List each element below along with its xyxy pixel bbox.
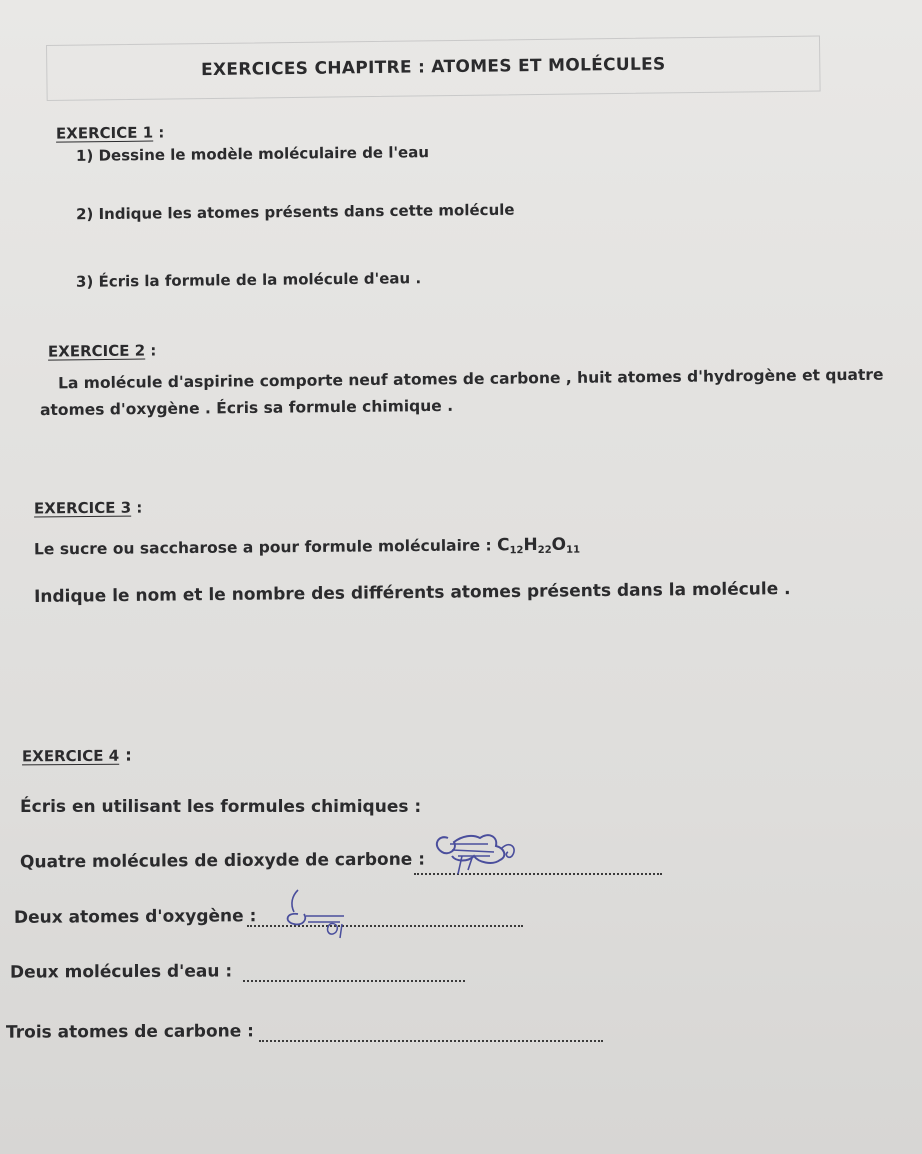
formula-symbol-c: C: [496, 535, 510, 556]
exercise-2-statement-line-1: La molécule d'aspirine comporte neuf atomes de carbone , huit atomes d'hydrogène et quatre: [57, 365, 884, 393]
exercise-1-heading-line: [56, 123, 165, 142]
answer-blank-three-carbon-atoms[interactable]: [259, 1040, 603, 1042]
exercise-3-heading-line: [34, 499, 143, 518]
formula-count-h: 22: [537, 544, 552, 556]
sucrose-formula: [497, 535, 580, 556]
exercise-2-heading: EXERCICE 2: [47, 341, 146, 361]
heading-colon: :: [136, 498, 143, 517]
exercise-4-item-co2: Quatre molécules de dioxyde de carbone :: [19, 849, 426, 873]
formula-count-o: 11: [566, 544, 581, 556]
exercise-3-formula-intro: Le sucre ou saccharose a pour formule moléculaire :: [33, 536, 492, 559]
exercise-3-statement-line-2: Indique le nom et le nombre des différents atomes présents dans la molécule .: [33, 579, 791, 607]
exercise-4-item-two-oxygen-atoms: Deux atomes d'oxygène :: [13, 906, 257, 928]
heading-colon: :: [158, 123, 165, 142]
handwritten-scribble-co2: [428, 826, 520, 878]
exercise-4-instruction: Écris en utilisant les formules chimiques :: [20, 797, 422, 817]
exercise-3-statement-line-1: [34, 535, 580, 561]
exercise-2-statement-line-2: atomes d'oxygène . Écris sa formule chimique .: [39, 396, 454, 420]
exercise-4-item-three-carbon-atoms: Trois atomes de carbone :: [5, 1021, 255, 1043]
exercise-1-question-3: 3) Écris la formule de la molécule d'eau .: [75, 269, 422, 291]
page-title: EXERCICES CHAPITRE : ATOMES ET MOLÉCULES: [200, 54, 666, 81]
formula-count-c: 12: [509, 545, 524, 557]
heading-colon: :: [150, 341, 157, 360]
exercise-1-question-2: 2) Indique les atomes présents dans cette molécule: [75, 200, 515, 224]
exercise-1-question-1: 1) Dessine le modèle moléculaire de l'eau: [75, 143, 430, 165]
title-frame: [46, 36, 821, 101]
exercise-4-heading-line: [22, 746, 132, 767]
exercise-3-heading: EXERCICE 3: [33, 498, 132, 518]
handwritten-scribble-oxygen: [280, 886, 360, 942]
exercise-4-heading: EXERCICE 4: [21, 746, 120, 766]
formula-symbol-o: O: [551, 534, 567, 555]
exercise-1-heading: EXERCICE 1: [55, 123, 154, 143]
formula-symbol-h: H: [523, 534, 538, 556]
exercise-2-heading-line: [48, 341, 157, 360]
exercise-4-item-two-water-molecules: Deux molécules d'eau :: [9, 961, 233, 983]
heading-colon: :: [124, 745, 132, 766]
answer-blank-two-water-molecules[interactable]: [243, 980, 465, 982]
